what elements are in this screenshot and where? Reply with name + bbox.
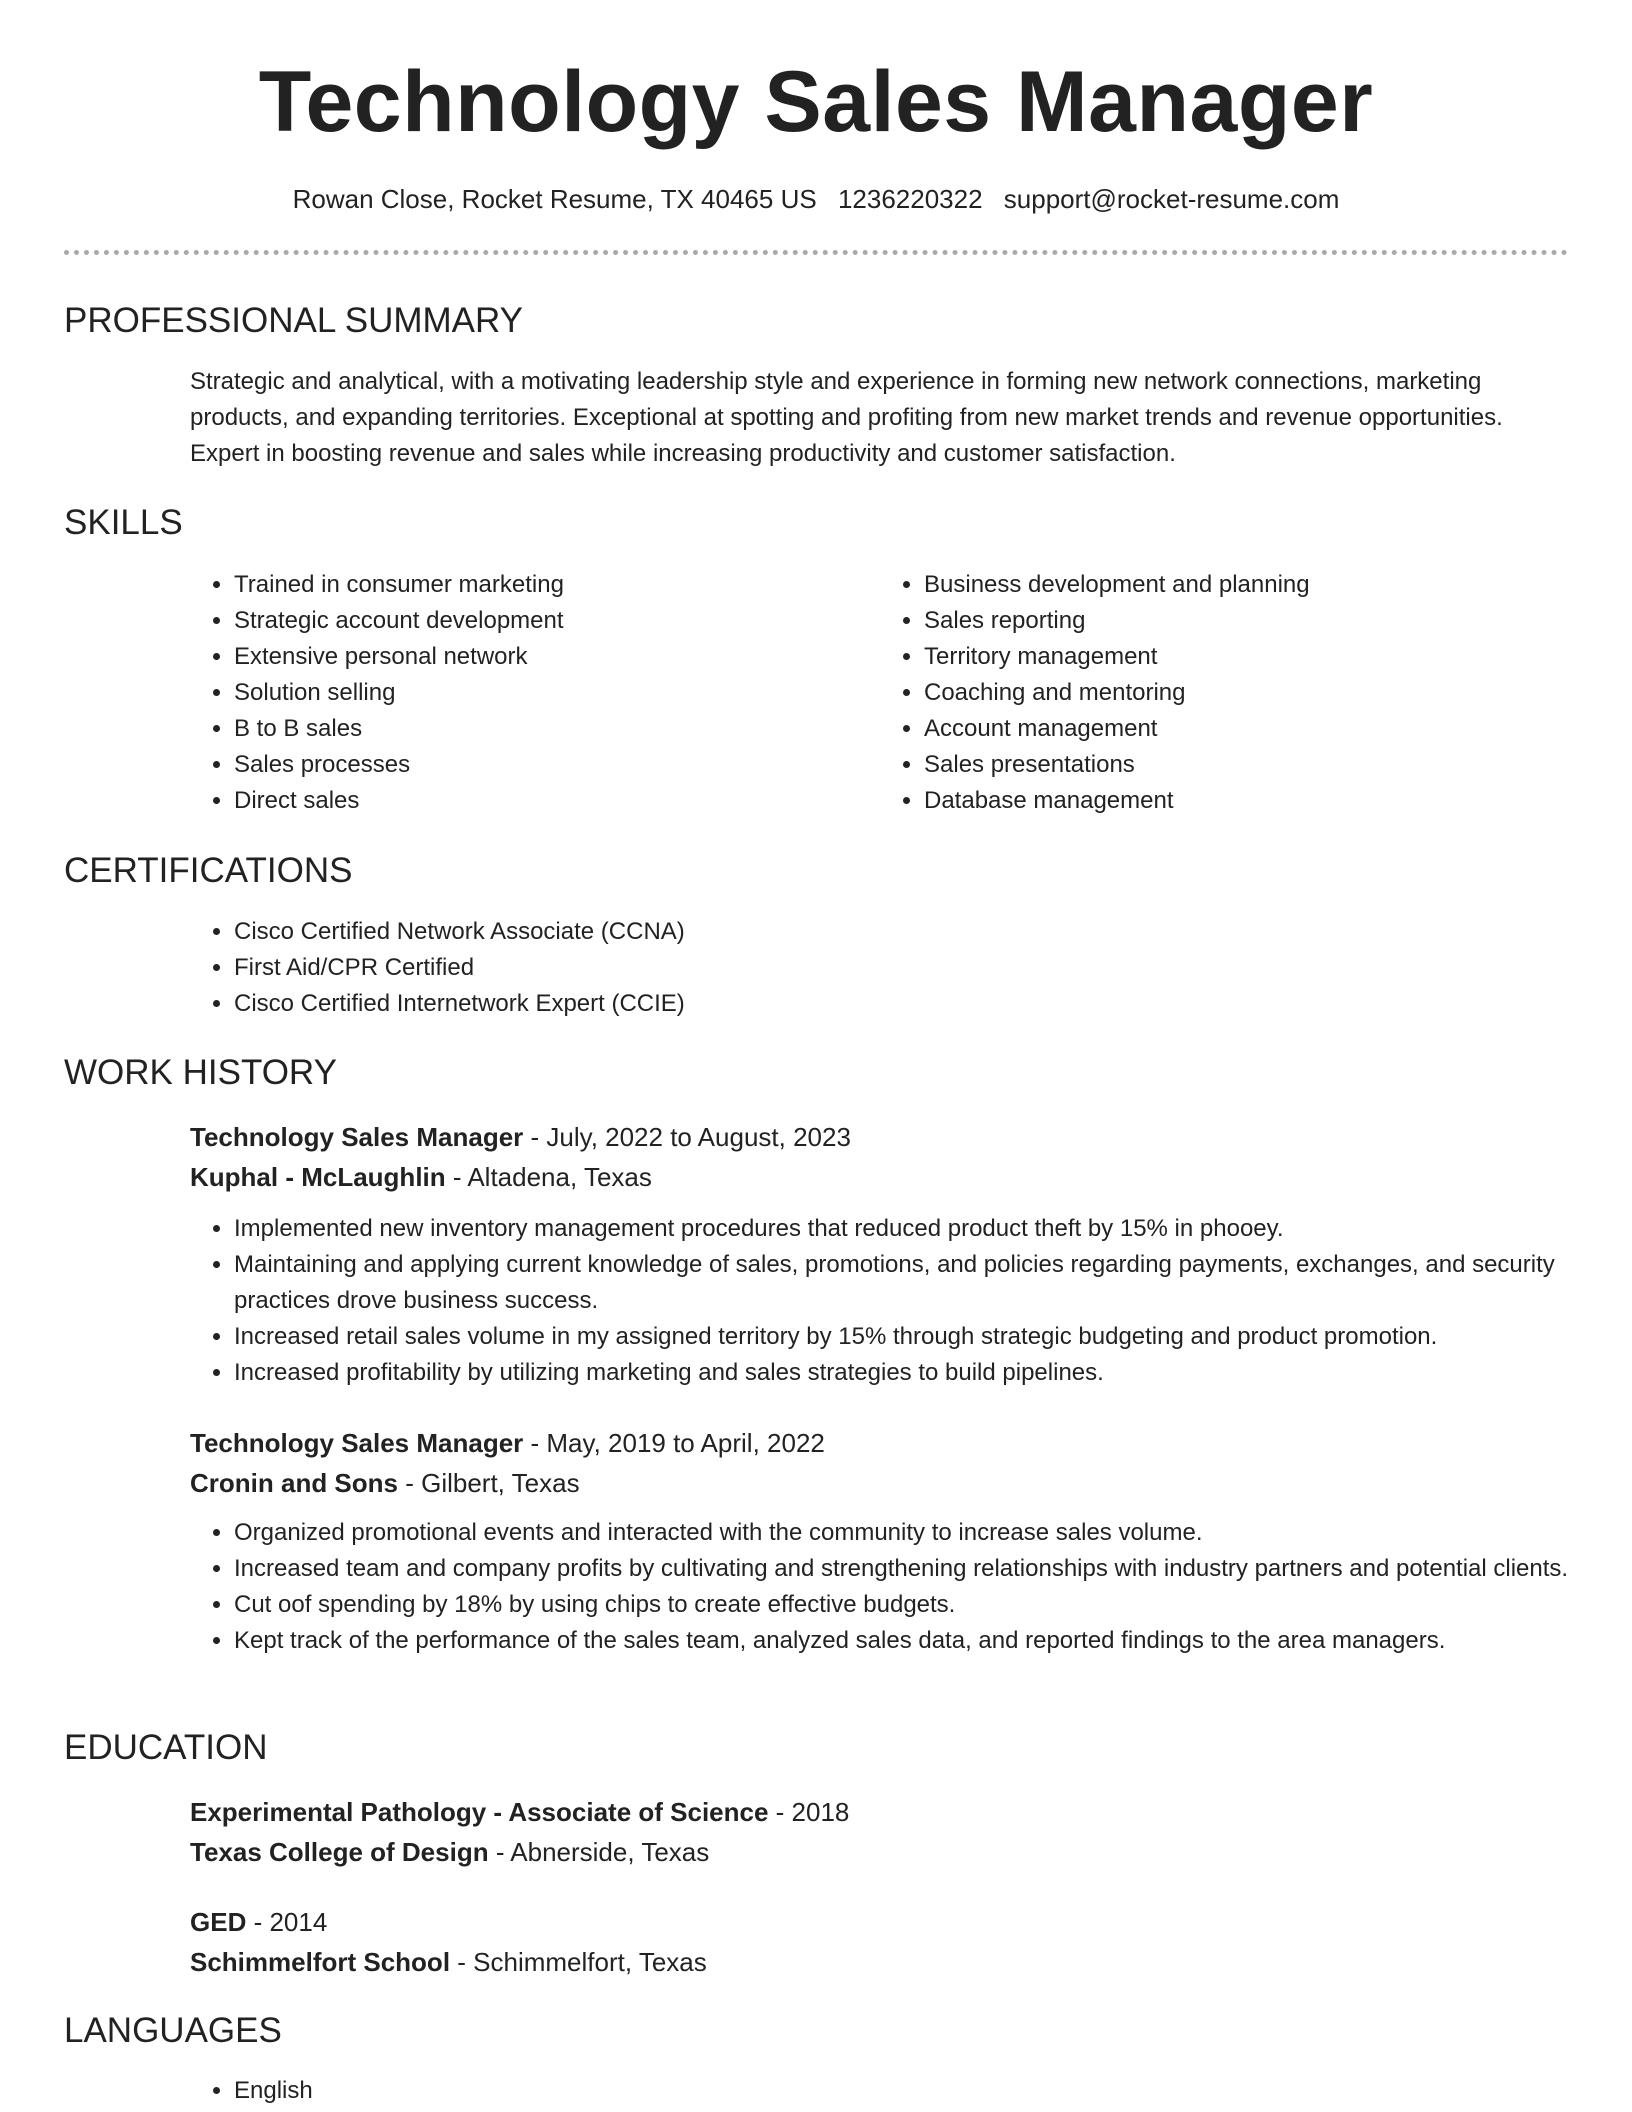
job-title: Technology Sales Manager: [190, 1122, 524, 1152]
job-bullet: • Implemented new inventory management procedures that reduced product theft by 15% in phooey.: [234, 1211, 1570, 1247]
degree: Experimental Pathology - Associate of Science: [190, 1797, 769, 1827]
certification-item: • Cisco Certified Network Associate (CCNA): [234, 914, 1570, 950]
job-location: - Altadena, Texas: [445, 1162, 652, 1192]
school-line: [190, 1832, 1570, 1872]
school-location: - Abnerside, Texas: [488, 1837, 710, 1867]
job-bullets: [190, 1515, 1570, 1659]
skill-item: • Sales reporting: [924, 603, 1570, 639]
school: Schimmelfort School: [190, 1947, 451, 1977]
certifications-list: [190, 914, 1570, 1022]
languages-list: [190, 2073, 1570, 2109]
skill-item: • Business development and planning: [924, 567, 1570, 603]
contact-phone: 1236220322: [837, 184, 983, 214]
skills-heading: SKILLS: [64, 503, 183, 542]
languages-block: [190, 2073, 1570, 2109]
job-dates: - May, 2019 to April, 2022: [523, 1428, 825, 1458]
contact-email: support@rocket-resume.com: [1003, 184, 1340, 214]
job-location: - Gilbert, Texas: [398, 1468, 580, 1498]
degree: GED: [190, 1907, 247, 1937]
skill-item: • Sales processes: [234, 747, 880, 783]
job-title-line: [190, 1117, 1570, 1157]
job-title: Technology Sales Manager: [190, 1428, 524, 1458]
skill-item: • Territory management: [924, 639, 1570, 675]
job-title-line: [190, 1423, 1570, 1463]
contact-address: Rowan Close, Rocket Resume, TX 40465 US: [292, 184, 817, 214]
skill-item: • Account management: [924, 711, 1570, 747]
job-bullet: • Kept track of the performance of the sales team, analyzed sales data, and reported findings to the area managers.: [234, 1623, 1570, 1659]
degree-year: - 2014: [246, 1907, 328, 1937]
summary-text: Strategic and analytical, with a motivating leadership style and experience in forming new network connections, marketing products, and expanding territories. Exceptional at spotting and profiting from new market trends and revenue opportunities. Expert in boosting revenue and sales while increasing productivity and customer satisfaction.: [190, 368, 1503, 467]
skills-columns: [190, 567, 1570, 819]
summary-heading: PROFESSIONAL SUMMARY: [64, 301, 523, 340]
skill-item: • Trained in consumer marketing: [234, 567, 880, 603]
job-bullets: [190, 1211, 1570, 1391]
contact-line: [0, 180, 1632, 218]
job-bullet: • Increased retail sales volume in my assigned territory by 15% through strategic budgeting and product promotion.: [234, 1319, 1570, 1355]
skill-item: • Database management: [924, 783, 1570, 819]
resume-name: Technology Sales Manager: [258, 54, 1374, 150]
skill-item: • Sales presentations: [924, 747, 1570, 783]
school-location: - Schimmelfort, Texas: [450, 1947, 707, 1977]
work-history-heading: WORK HISTORY: [64, 1053, 337, 1092]
job-dates: - July, 2022 to August, 2023: [523, 1122, 851, 1152]
job-entry: [190, 1117, 1570, 1391]
certification-item: • First Aid/CPR Certified: [234, 950, 1570, 986]
skills-list-right: [880, 567, 1570, 819]
school: Texas College of Design: [190, 1837, 489, 1867]
skill-item: • Direct sales: [234, 783, 880, 819]
header-divider: [64, 250, 1568, 255]
job-company-line: [190, 1463, 1570, 1503]
skills-block: [190, 567, 1570, 819]
job-company: Cronin and Sons: [190, 1468, 398, 1498]
skill-item: • Extensive personal network: [234, 639, 880, 675]
job-company-line: [190, 1157, 1570, 1197]
certification-item: • Cisco Certified Internetwork Expert (CCIE): [234, 986, 1570, 1022]
job-bullet: • Increased team and company profits by cultivating and strengthening relationships with industry partners and potential clients.: [234, 1551, 1570, 1587]
skills-list-left: [190, 567, 880, 819]
skill-item: • B to B sales: [234, 711, 880, 747]
job-bullet: • Organized promotional events and interacted with the community to increase sales volume.: [234, 1515, 1570, 1551]
certifications-block: [190, 914, 1570, 1022]
degree-year: - 2018: [768, 1797, 850, 1827]
degree-line: [190, 1902, 1570, 1942]
job-bullet: • Cut oof spending by 18% by using chips to create effective budgets.: [234, 1587, 1570, 1623]
language-item: • English: [234, 2073, 1570, 2109]
job-company: Kuphal - McLaughlin: [190, 1162, 446, 1192]
education-entry: [190, 1902, 1570, 1982]
education-entry: [190, 1792, 1570, 1872]
certifications-heading: CERTIFICATIONS: [64, 851, 353, 890]
job-bullet: • Increased profitability by utilizing marketing and sales strategies to build pipelines.: [234, 1355, 1570, 1391]
education-heading: EDUCATION: [64, 1728, 268, 1767]
job-bullet: • Maintaining and applying current knowledge of sales, promotions, and policies regarding payments, exchanges, and security practices drove business success.: [234, 1247, 1570, 1319]
languages-heading: LANGUAGES: [64, 2011, 282, 2050]
degree-line: [190, 1792, 1570, 1832]
summary-block: [190, 364, 1570, 472]
skill-item: • Solution selling: [234, 675, 880, 711]
job-entry: [190, 1423, 1570, 1659]
skill-item: • Strategic account development: [234, 603, 880, 639]
school-line: [190, 1942, 1570, 1982]
skill-item: • Coaching and mentoring: [924, 675, 1570, 711]
